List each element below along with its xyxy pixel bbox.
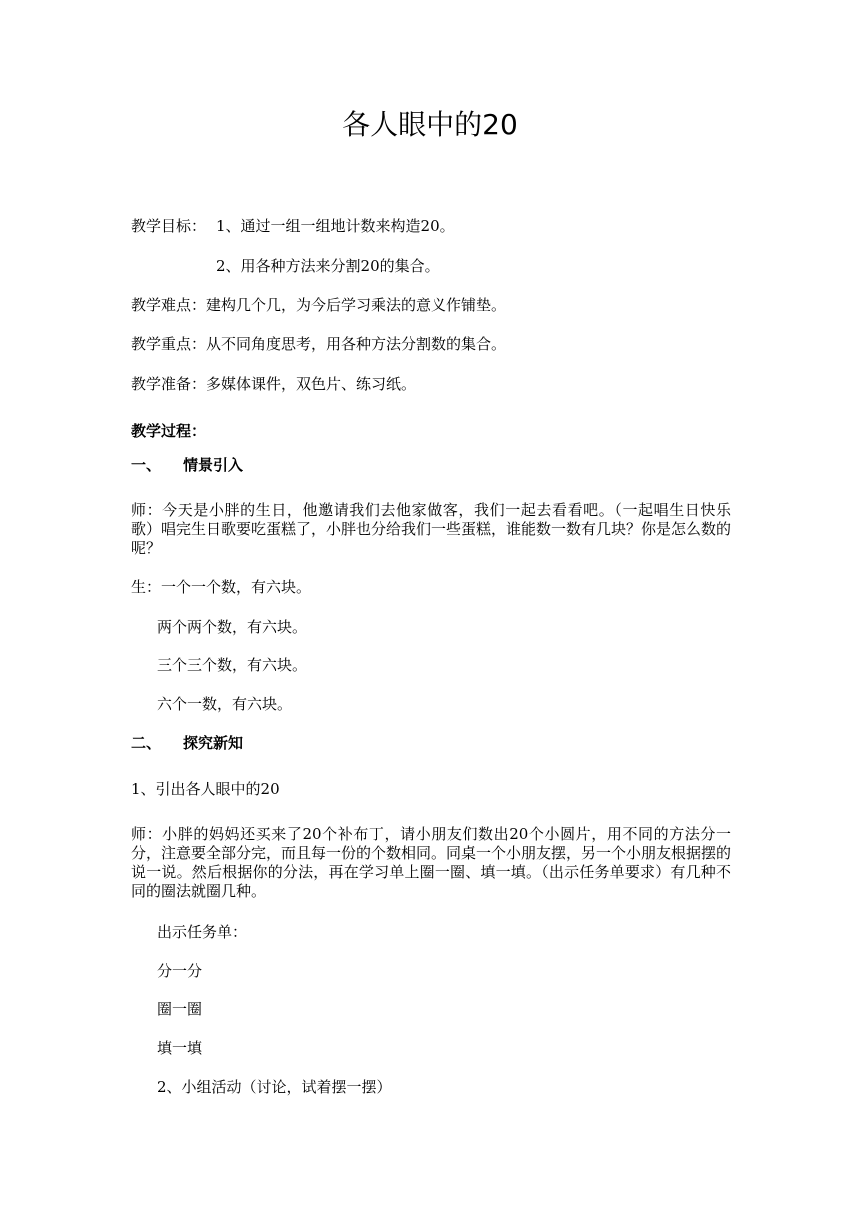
teacher-paragraph-2: 师：小胖的妈妈还买来了20个补布丁，请小朋友们数出20个小圆片，用不同的方法分一分，注意要全部分完，而且每一份的个数相同。同桌一个小朋友摆，另一个小朋友根据摆的说一说。然后根据你的分法，再在学习单上圈一圈、填一填。（出示任务单要求）有几种不同的圈法就圈几种。 bbox=[131, 825, 732, 900]
task-item-3: 填一填 bbox=[157, 1039, 203, 1057]
task-item-2: 圈一圈 bbox=[157, 1000, 203, 1018]
task-item-1: 分一分 bbox=[157, 962, 203, 980]
section-2-number: 二、 bbox=[131, 734, 162, 752]
process-heading: 教学过程： bbox=[131, 422, 207, 440]
goal-item-1: 1、通过一组一组地计数来构造20。 bbox=[216, 217, 455, 235]
teaching-preparation: 教学准备：多媒体课件，双色片、练习纸。 bbox=[131, 375, 417, 393]
subsection-2: 2、小组活动（讨论，试着摆一摆） bbox=[157, 1078, 392, 1096]
subsection-1: 1、引出各人眼中的20 bbox=[131, 780, 280, 798]
student-line-2: 两个两个数，有六块。 bbox=[157, 618, 308, 636]
section-1-title: 情景引入 bbox=[183, 456, 244, 474]
student-line-1: 生：一个一个数，有六块。 bbox=[131, 578, 312, 596]
document-title: 各人眼中的20 bbox=[342, 108, 518, 141]
student-line-3: 三个三个数，有六块。 bbox=[157, 656, 308, 674]
teacher-paragraph-1: 师：今天是小胖的生日，他邀请我们去他家做客，我们一起去看看吧。（一起唱生日快乐歌）唱完生日歌要吃蛋糕了，小胖也分给我们一些蛋糕，谁能数一数有几块？你是怎么数的呢？ bbox=[131, 501, 732, 557]
task-heading: 出示任务单： bbox=[157, 923, 248, 941]
student-line-4: 六个一数，有六块。 bbox=[157, 695, 293, 713]
teaching-focus: 教学重点：从不同角度思考，用各种方法分割数的集合。 bbox=[131, 335, 507, 353]
goals-label: 教学目标： bbox=[131, 217, 207, 235]
goal-item-2: 2、用各种方法来分割20的集合。 bbox=[216, 257, 440, 275]
section-1-number: 一、 bbox=[131, 456, 162, 474]
section-2-title: 探究新知 bbox=[183, 734, 244, 752]
teaching-difficulty: 教学难点：建构几个几，为今后学习乘法的意义作铺垫。 bbox=[131, 296, 507, 314]
